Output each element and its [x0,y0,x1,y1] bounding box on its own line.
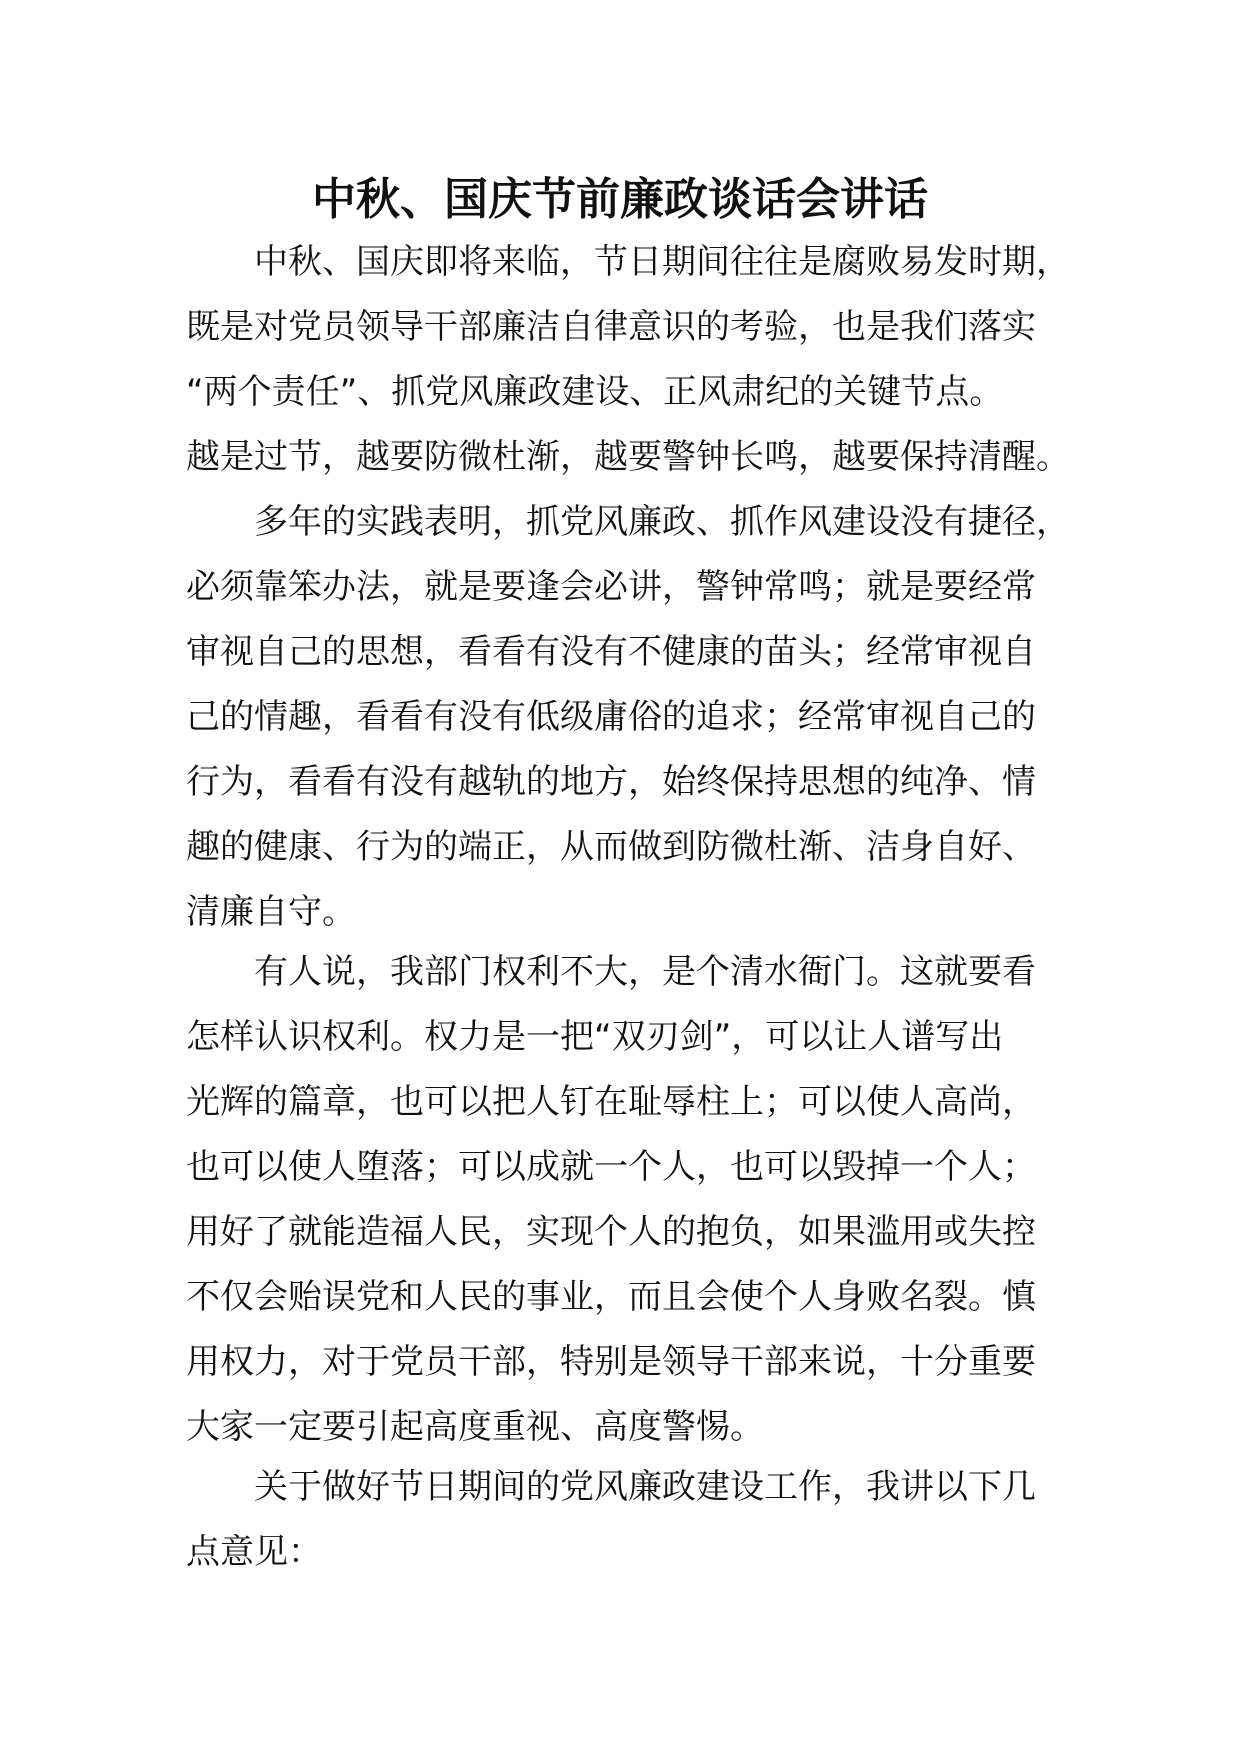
paragraph-line: 光辉的篇章，也可以把人钉在耻辱柱上；可以使人高尚， [186,1082,1036,1122]
paragraph-line: 越是过节，越要防微杜渐，越要警钟长鸣，越要保持清醒。 [186,437,1070,477]
paragraph-line: 中秋、国庆即将来临，节日期间往往是腐败易发时期， [254,242,1070,282]
paragraph-line: 大家一定要引起高度重视、高度警惕。 [186,1407,764,1447]
paragraph-2 [186,490,1086,945]
paragraph-line: “两个责任”、抓党风廉政建设、正风肃纪的关键节点。 [186,372,1004,412]
paragraph-line: 用权力，对于党员干部，特别是领导干部来说，十分重要 [186,1342,1036,1382]
paragraph-line: 关于做好节日期间的党风廉政建设工作，我讲以下几 [254,1467,1036,1507]
paragraph-line: 怎样认识权利。权力是一把“双刃剑”，可以让人谱写出 [186,1017,1004,1057]
paragraph-line: 行为，看看有没有越轨的地方，始终保持思想的纯净、情 [186,762,1036,802]
paragraph-line: 不仅会贻误党和人民的事业，而且会使个人身败名裂。慎 [186,1277,1036,1317]
page-title: 中秋、国庆节前廉政谈话会讲话 [312,174,928,225]
paragraph-1 [186,230,1086,490]
paragraph-line: 己的情趣，看看有没有低级庸俗的追求；经常审视自己的 [186,697,1036,737]
paragraph-line: 多年的实践表明，抓党风廉政、抓作风建设没有捷径， [254,502,1070,542]
paragraph-line: 有人说，我部门权利不大，是个清水衙门。这就要看 [254,952,1036,992]
paragraph-line: 清廉自守。 [186,892,356,932]
paragraph-line: 既是对党员领导干部廉洁自律意识的考验，也是我们落实 [186,307,1036,347]
paragraph-line: 用好了就能造福人民，实现个人的抱负，如果滥用或失控 [186,1212,1036,1252]
paragraph-line: 必须靠笨办法，就是要逢会必讲，警钟常鸣；就是要经常 [186,567,1036,607]
paragraph-line: 审视自己的思想，看看有没有不健康的苗头；经常审视自 [186,632,1036,672]
paragraph-4 [186,1455,1086,1585]
paragraph-line: 趣的健康、行为的端正，从而做到防微杜渐、洁身自好、 [186,827,1036,867]
paragraph-line: 也可以使人堕落；可以成就一个人，也可以毁掉一个人； [186,1147,1036,1187]
paragraph-line: 点意见： [186,1532,322,1572]
paragraph-3 [186,940,1086,1460]
